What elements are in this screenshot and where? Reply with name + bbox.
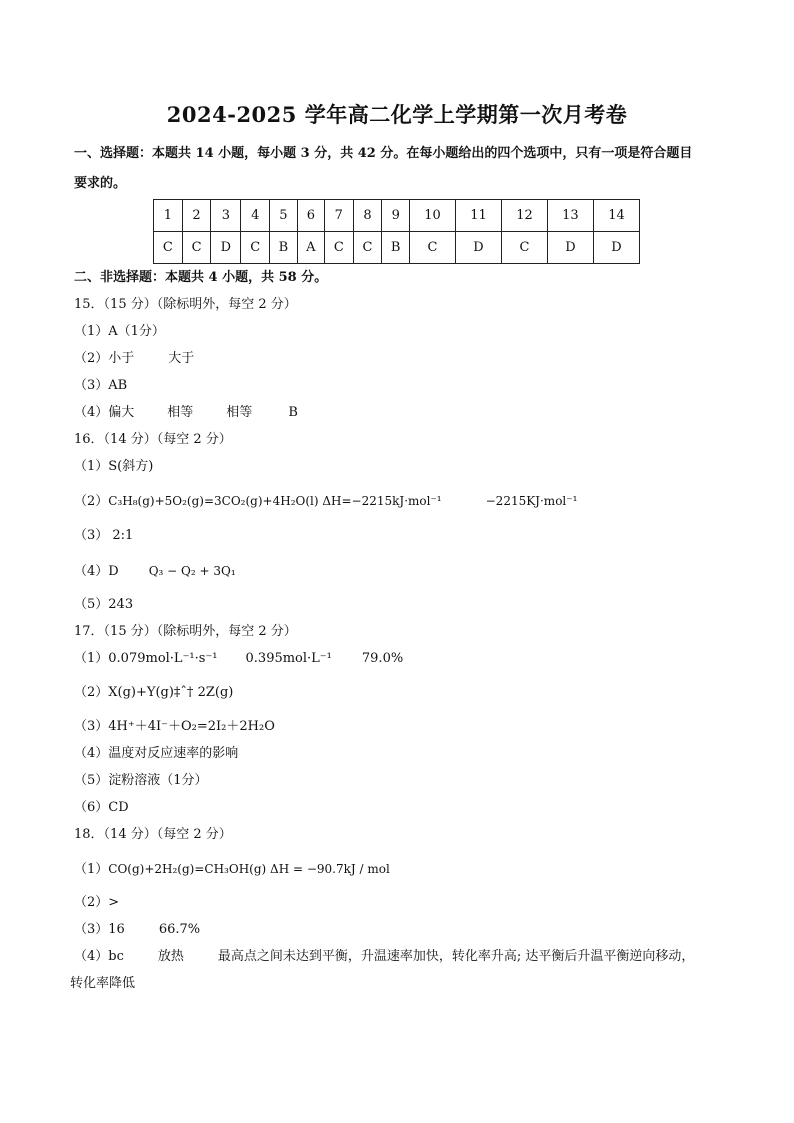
answer-table-answer-row	[154, 232, 640, 264]
q17-part2: （2）X(g)+Y(g)‡ˆ† 2Z(g)	[74, 685, 234, 700]
q17-part1-answer-a: （1）0.079mol·L⁻¹·s⁻¹	[74, 651, 218, 666]
q15-part4-answer-b: 相等	[167, 405, 194, 420]
q18-part2: （2）>	[74, 895, 120, 910]
question-number-cell: 3	[211, 200, 241, 232]
q18-part1	[74, 861, 390, 878]
q17-part6: （6）CD	[74, 800, 129, 815]
q18-part4-answer-c: 最高点之间未达到平衡，升温速率加快，转化率升高; 达平衡后升温平衡逆向移动，	[217, 949, 695, 964]
q16-part2	[74, 493, 577, 510]
q15-part3: （3）AB	[74, 378, 128, 393]
q18-part1-equation: CO(g)+2H₂(g)=CH₃OH(g) ΔH = −90.7kJ / mol	[108, 862, 390, 876]
answer-cell: B	[270, 232, 298, 264]
q15-part2-answer-b: 大于	[168, 351, 195, 366]
q15-part1: （1）A（1分）	[74, 324, 165, 339]
section1-instructions-cont: 要求的。	[74, 176, 127, 191]
q17-part4: （4）温度对反应速率的影响	[74, 746, 239, 761]
q17-part1	[74, 651, 403, 667]
question-number-cell: 6	[297, 200, 324, 232]
section1-instructions: 一、选择题：本题共 14 小题，每小题 3 分，共 42 分。在每小题给出的四个选项中，只有一项是符合题目	[74, 146, 693, 161]
q15-part4-answer-d: B	[288, 405, 298, 420]
q15-part4-answer-a: （4）偏大	[74, 405, 135, 420]
q18-part3-answer-b: 66.7%	[158, 922, 201, 937]
q15-part2-answer-a: （2）小于	[74, 351, 135, 366]
q15-header: 15．（15 分）（除标明外，每空 2 分）	[74, 297, 297, 312]
q18-part3	[74, 922, 200, 938]
answer-cell: B	[382, 232, 410, 264]
q16-part4	[74, 563, 236, 580]
q18-part1-label: （1）	[74, 862, 109, 877]
answer-cell: D	[211, 232, 241, 264]
q18-part4-answer-b: 放热	[157, 949, 184, 964]
q16-header: 16．（14 分）（每空 2 分）	[74, 432, 232, 447]
q16-part5: （5）243	[74, 597, 134, 612]
q17-part5: （5）淀粉溶液（1分）	[74, 773, 208, 788]
question-number-cell: 8	[353, 200, 382, 232]
q18-part4-continuation: 转化率降低	[70, 976, 136, 991]
q16-part3: （3） 2:1	[74, 528, 134, 543]
answer-cell: C	[241, 232, 270, 264]
q15-part4-answer-c: 相等	[226, 405, 253, 420]
question-number-cell: 10	[410, 200, 456, 232]
q16-part2-label: （2）	[74, 494, 109, 509]
q16-part4-equation: Q₃ − Q₂ + 3Q₁	[148, 564, 236, 578]
question-number-cell: 1	[154, 200, 183, 232]
question-number-cell: 11	[456, 200, 502, 232]
question-number-cell: 2	[182, 200, 211, 232]
answer-cell: D	[456, 232, 502, 264]
q16-part1: （1）S(斜方)	[74, 459, 154, 474]
q16-part4-answer-a: （4）D	[74, 564, 119, 579]
q18-part3-answer-a: （3）16	[74, 922, 125, 937]
q18-header: 18．（14 分）（每空 2 分）	[74, 827, 232, 842]
answer-cell: C	[324, 232, 353, 264]
question-number-cell: 9	[382, 200, 410, 232]
q16-part2-answer-b: −2215KJ·mol⁻¹	[485, 494, 578, 508]
q17-part1-answer-b: 0.395mol·L⁻¹	[245, 651, 332, 666]
answer-cell: D	[593, 232, 639, 264]
answer-table	[153, 199, 640, 264]
question-number-cell: 14	[593, 200, 639, 232]
question-number-cell: 7	[324, 200, 353, 232]
answer-cell: C	[154, 232, 183, 264]
answer-cell: C	[501, 232, 547, 264]
q15-part2	[74, 351, 194, 367]
q18-part4	[74, 949, 694, 965]
answer-cell: D	[547, 232, 593, 264]
question-number-cell: 4	[241, 200, 270, 232]
question-number-cell: 13	[547, 200, 593, 232]
q17-part3: （3）4H⁺＋4I⁻＋O₂=2I₂＋2H₂O	[74, 719, 275, 734]
section2-heading: 二、非选择题：本题共 4 小题，共 58 分。	[74, 270, 328, 285]
q17-header: 17．（15 分）（除标明外，每空 2 分）	[74, 624, 297, 639]
question-number-cell: 5	[270, 200, 298, 232]
answer-cell: C	[182, 232, 211, 264]
q18-part4-answer-a: （4）bc	[74, 949, 124, 964]
question-number-cell: 12	[501, 200, 547, 232]
answer-cell: C	[353, 232, 382, 264]
page-title: 2024-2025 学年高二化学上学期第一次月考卷	[166, 102, 628, 127]
q17-part1-answer-c: 79.0%	[361, 651, 404, 666]
q15-part4	[74, 405, 298, 421]
answer-table-number-row	[154, 200, 640, 232]
answer-cell: A	[297, 232, 324, 264]
q16-part2-equation: C₃H₈(g)+5O₂(g)=3CO₂(g)+4H₂O(l) ΔH=−2215kJ·mol⁻¹	[108, 494, 442, 508]
answer-cell: C	[410, 232, 456, 264]
